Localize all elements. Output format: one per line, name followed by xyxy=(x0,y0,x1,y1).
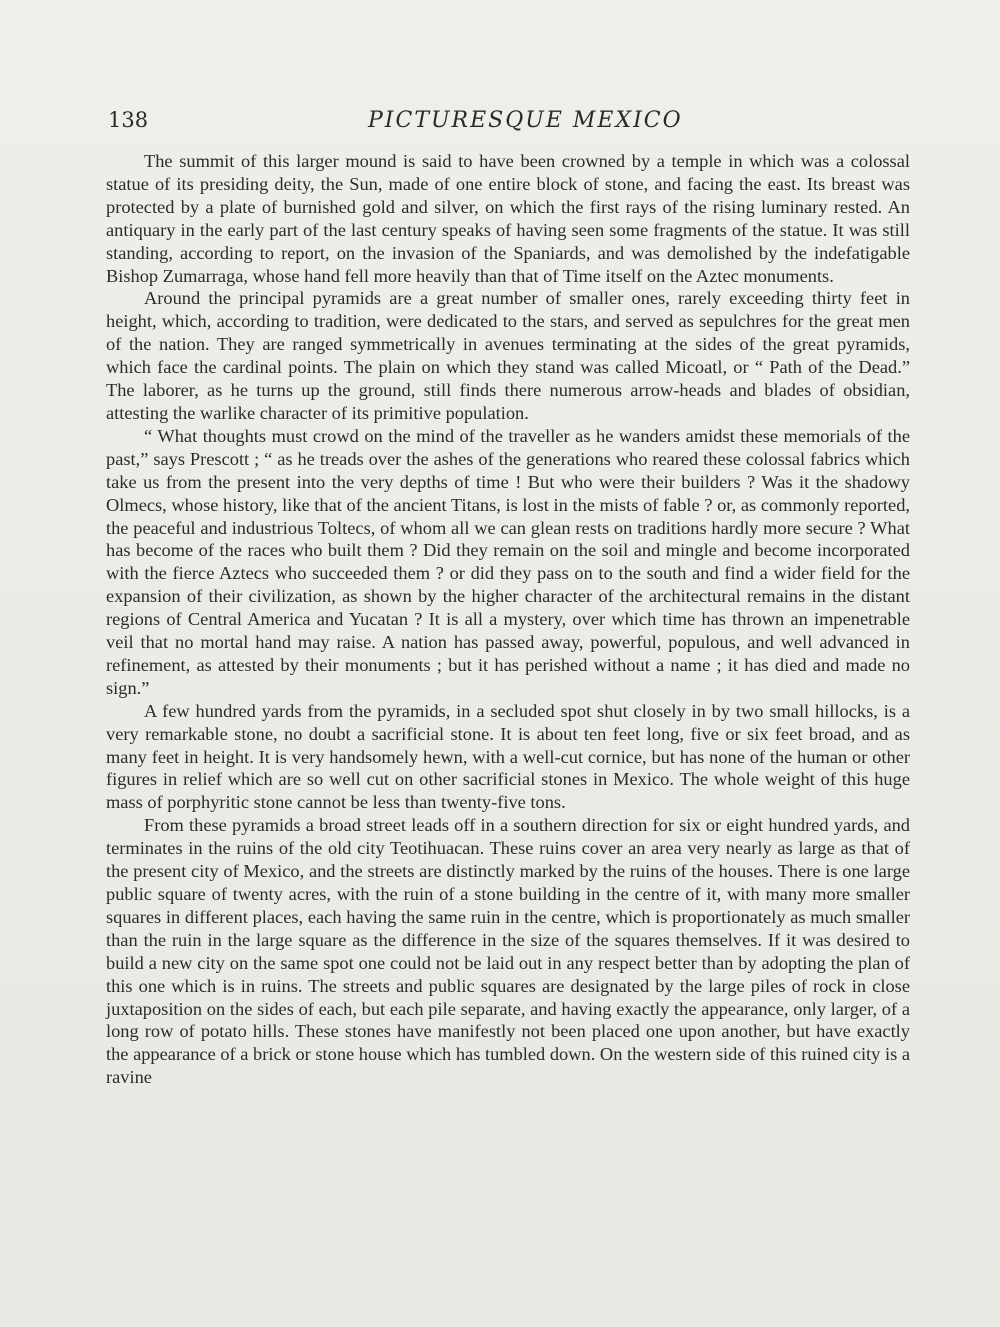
paragraph: From these pyramids a broad street leads off in a southern direction for six or eight hundred yards, and terminates in the ruins of the old city Teotihuacan. These ruins cover an area very nearly as large as that of the present city of Mexico, and the streets are distinctly marked by the ruins of the houses. There is one large public square of twenty acres, with the ruin of a stone building in the centre of it, with many more smaller squares in different places, each having the same ruin in the centre, which is proportionately as much smaller than the ruin in the large square as the difference in the size of the squares themselves. If it was desired to build a new city on the same spot one could not be laid out in any respect better than by adopting the plan of this one which is in ruins. The streets and public squares are designated by the large piles of rock in close juxtaposition on the sides of each, but each pile separate, and having exactly the appearance, only larger, of a long row of potato hills. These stones have manifestly not been placed one upon another, but have exactly the appearance of a brick or stone house which has tumbled down. On the western side of this ruined city is a ravine xyxy=(106,815,910,1088)
paragraph: The summit of this larger mound is said to have been crowned by a temple in which was a colossal statue of its presiding deity, the Sun, made of one entire block of stone, and facing the east. Its breast was protected by a plate of burnished gold and silver, on which the first rays of the rising luminary rested. An antiquary in the early part of the last century speaks of having seen some fragments of the statue. It was still standing, according to report, on the invasion of the Spaniards, and was demolished by the indefatigable Bishop Zumarraga, whose hand fell more heavily than that of Time itself on the Aztec monuments. xyxy=(106,151,910,286)
paragraph: A few hundred yards from the pyramids, in a secluded spot shut closely in by two small hillocks, is a very remarkable stone, no doubt a sacrificial stone. It is about ten feet long, five or six feet broad, and as many feet in height. It is very handsomely hewn, with a well-cut cornice, but has none of the human or other figures in relief which are so well cut on other sacrificial stones in Mexico. The whole weight of this huge mass of porphyritic stone cannot be less than twenty-five tons. xyxy=(106,700,910,813)
page-number: 138 xyxy=(108,108,149,132)
running-title: PICTURESQUE MEXICO xyxy=(368,108,683,133)
paragraph: “ What thoughts must crowd on the mind of the traveller as he wanders amidst these memorials of the past,” says Prescott ; “ as he treads over the ashes of the generations who reared these colossal fabrics which take us from the present into the very depths of time ! But who were their builders ? Was it the shadowy Olmecs, whose history, like that of the ancient Titans, is lost in the mists of fable ? or, as commonly reported, the peaceful and industrious Toltecs, of whom all we can glean rests on traditions hardly more secure ? What has become of the races who built them ? Did they remain on the soil and mingle and become incorporated with the fierce Aztecs who succeeded them ? or did they pass on to the south and find a wider field for the expansion of their civilization, as shown by the higher character of the architectural remains in the distant regions of Central America and Yucatan ? It is all a mystery, over which time has thrown an impenetrable veil that no mortal hand may raise. A nation has passed away, powerful, populous, and well advanced in refinement, as attested by their monuments ; but it has perished without a name ; it has died and made no sign.” xyxy=(106,425,910,698)
paragraph: Around the principal pyramids are a great number of smaller ones, rarely exceeding thirty feet in height, which, according to tradition, were dedicated to the stars, and served as sepulchres for the great men of the nation. They are ranged symmetrically in avenues terminating at the sides of the great pyramids, which face the cardinal points. The plain on which they stand was called Micoatl, or “ Path of the Dead.” The laborer, as he turns up the ground, still finds there numerous arrow-heads and blades of obsidian, attesting the warlike character of its primitive population. xyxy=(106,288,910,423)
page-header xyxy=(108,108,908,144)
body-text xyxy=(106,150,910,1089)
